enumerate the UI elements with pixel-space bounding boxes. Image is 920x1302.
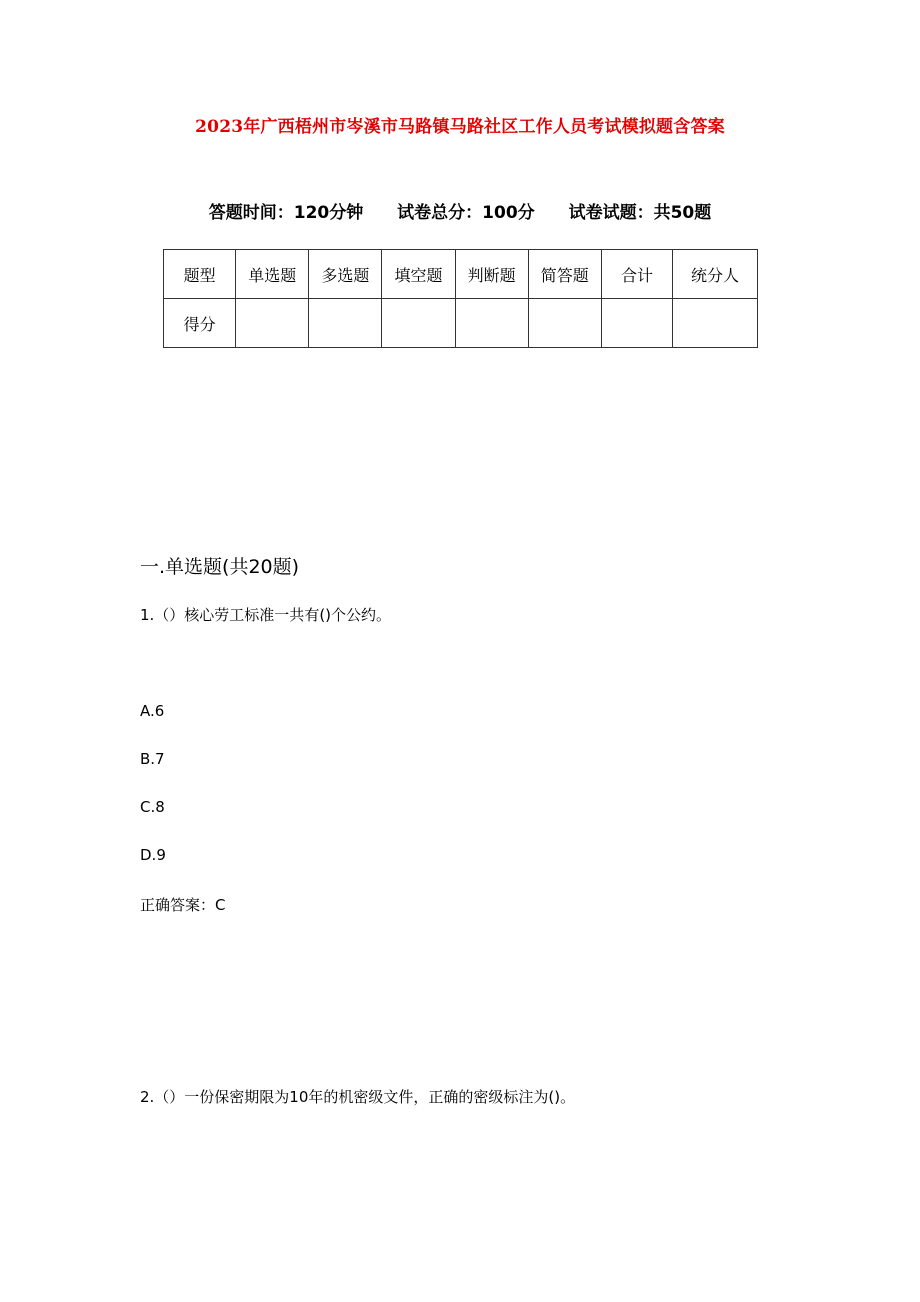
exam-info bbox=[0, 198, 920, 223]
question-1-text: 1.（）核心劳工标准一共有()个公约。 bbox=[140, 606, 392, 624]
header-cell-fill-blank: 填空题 bbox=[382, 250, 455, 299]
question-2-text: 2.（）一份保密期限为10年的机密级文件，正确的密级标注为()。 bbox=[140, 1088, 576, 1106]
score-cell-total[interactable] bbox=[601, 299, 672, 348]
header-cell-multiple-choice: 多选题 bbox=[309, 250, 382, 299]
score-cell-true-false[interactable] bbox=[455, 299, 528, 348]
score-row-label: 得分 bbox=[164, 299, 236, 348]
header-cell-single-choice: 单选题 bbox=[236, 250, 309, 299]
score-cell-scorer[interactable] bbox=[673, 299, 758, 348]
question-1-option-d: D.9 bbox=[140, 846, 166, 864]
header-cell-total: 合计 bbox=[601, 250, 672, 299]
header-cell-type: 题型 bbox=[164, 250, 236, 299]
header-cell-scorer: 统分人 bbox=[673, 250, 758, 299]
question-1-answer: 正确答案：C bbox=[140, 896, 226, 914]
score-table-header-row bbox=[164, 250, 758, 299]
exam-question-count: 试卷试题：共50题 bbox=[568, 203, 712, 223]
score-table-score-row bbox=[164, 299, 758, 348]
question-1-option-c: C.8 bbox=[140, 798, 165, 816]
score-cell-multiple-choice[interactable] bbox=[309, 299, 382, 348]
question-1-option-a: A.6 bbox=[140, 702, 165, 720]
exam-total-score: 试卷总分：100分 bbox=[397, 203, 535, 223]
section-title: 一.单选题(共20题) bbox=[140, 556, 300, 578]
score-cell-fill-blank[interactable] bbox=[382, 299, 455, 348]
score-table bbox=[163, 249, 758, 348]
exam-time: 答题时间：120分钟 bbox=[208, 203, 364, 223]
header-cell-true-false: 判断题 bbox=[455, 250, 528, 299]
score-cell-single-choice[interactable] bbox=[236, 299, 309, 348]
score-cell-short-answer[interactable] bbox=[528, 299, 601, 348]
page-title: 2023年广西梧州市岑溪市马路镇马路社区工作人员考试模拟题含答案 bbox=[195, 117, 725, 137]
question-1-option-b: B.7 bbox=[140, 750, 165, 768]
header-cell-short-answer: 简答题 bbox=[528, 250, 601, 299]
